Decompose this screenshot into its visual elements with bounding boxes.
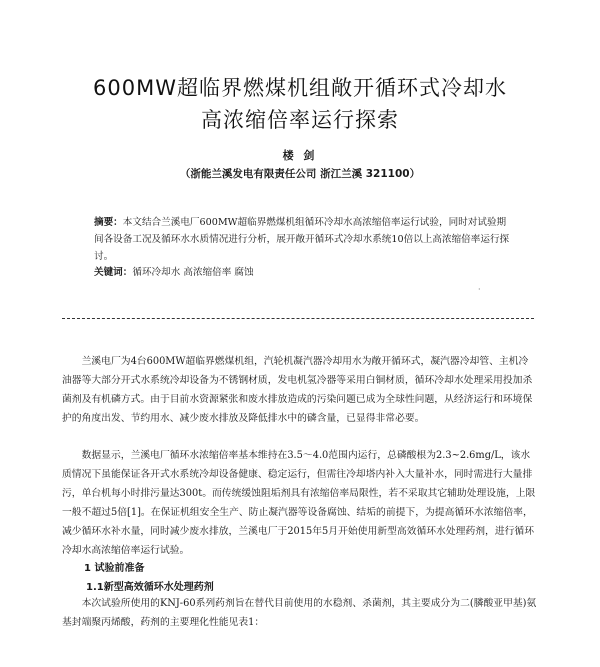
keywords-label: 关键词：: [94, 267, 133, 278]
keywords-text: 循环冷却水 高浓缩倍率 腐蚀: [132, 267, 254, 278]
abstract: [94, 214, 512, 265]
keywords: [94, 264, 512, 278]
section-heading-1-1: 1.1新型高效循环水处理药剂: [86, 582, 214, 593]
section-heading-1: 1 试验前准备: [84, 563, 145, 574]
section-divider: [62, 318, 534, 319]
body-paragraph-3: 本次试验所使用的KNJ-60系列药剂旨在替代目前使用的水稳剂、杀菌剂，其主要成分为二(膦酸亚甲基)氨基封端聚丙烯酸，药剂的主要理化性能见表1：: [62, 598, 537, 628]
author-affiliation: （浙能兰溪发电有限责任公司 浙江兰溪 321100）: [179, 168, 421, 180]
scan-speck: ·: [478, 285, 481, 294]
body-paragraph-1: 兰溪电厂为4台600MW超临界燃煤机组，汽轮机凝汽器冷却用水为敞开循环式，凝汽器冷却管、主机冷油器等大部分开式水系统冷却设备为不锈钢材质，发电机氢冷器等采用白铜材质，循环冷却水处理采用投加杀菌剂及有机磷方式。由于目前水资源紧张和废水排放造成的污染问题已成为全球性问题，从经济运行和环境保护的角度出发、节约用水、减少废水排放及降低排水中的磷含量，已显得非常必要。: [62, 356, 533, 424]
paper-title-line-2: 高浓缩倍率运行探索: [201, 108, 399, 132]
author-name: 楼 剑: [282, 149, 318, 162]
abstract-text: 本文结合兰溪电厂600MW超临界燃煤机组循环冷却水高浓缩倍率运行试验，同时对试验期间各设备工况及循环水水质情况进行分析，展开敞开循环式冷却水系统10倍以上高浓缩倍率运行探讨。: [94, 217, 510, 262]
paper-title-line-1: 600MW超临界燃煤机组敞开循环式冷却水: [93, 76, 507, 100]
abstract-label: 摘要：: [94, 217, 123, 228]
body-paragraph-2: 数据显示，兰溪电厂循环水浓缩倍率基本维持在3.5～4.0范围内运行，总磷酸根为2.3~2.6mg/L，该水质情况下虽能保证各开式水系统冷却设备健康、稳定运行，但需往冷却塔内补入大量补水，同时需进行大量排污，单台机每小时排污量达300t。而传统缓蚀阻垢剂具有浓缩倍率局限性，若不采取其它辅助处理设施，上限一般不超过5倍[1]。在保证机组安全生产、防止凝汽器等设备腐蚀、结垢的前提下，为提高循环水浓缩倍率，减少循环水补水量，同时减少废水排放，兰溪电厂于2015年5月开始使用新型高效循环水处理药剂，进行循环冷却水高浓缩倍率运行试验。: [62, 450, 536, 556]
